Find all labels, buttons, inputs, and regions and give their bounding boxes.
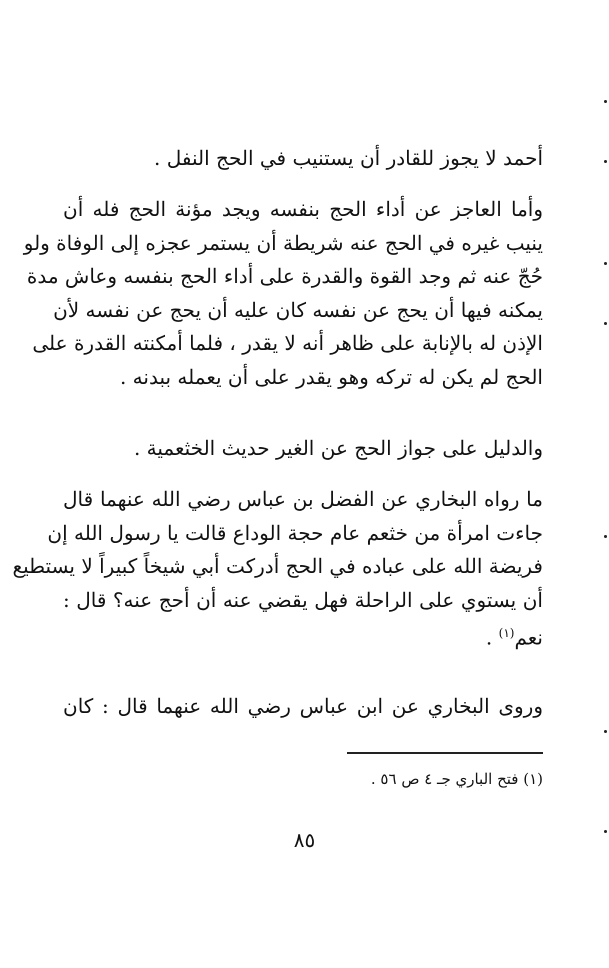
page-number: ٨٥: [293, 828, 316, 852]
text-line: أحمد لا يجوز للقادر أن يستنيب في الحج النفل .: [154, 146, 543, 170]
text-line: [63, 617, 543, 655]
text-line: الحج لم يكن له تركه وهو يقدر على أن يعمله ببدنه .: [119, 364, 543, 389]
text-line: وأما العاجز عن أداء الحج بنفسه ويجد مؤنة الحج فله أن: [63, 197, 543, 221]
text-line: فريضة الله على عباده في الحج أدركت أبي شيخاً كبيراً لا يستطيع: [12, 554, 543, 578]
text-line: ينيب غيره في الحج عنه شريطة أن يستمر عجزه إلى الوفاة ولو: [23, 230, 543, 255]
scan-speck: [604, 100, 607, 103]
scan-speck: [604, 730, 607, 733]
scan-speck: [604, 160, 607, 163]
text-line: الإذن له بالإنابة على ظاهر أنه لا يقدر ، فلما أمكنته القدرة على: [32, 331, 543, 355]
paragraph-hajj-nafl: [63, 142, 543, 176]
paragraph-ibn-abbas: [63, 690, 543, 724]
paragraph-hadith-khathamiyya: [12, 483, 543, 655]
footnote-reference: (١): [498, 626, 515, 640]
text-line: والدليل على جواز الحج عن الغير حديث الخثعمية .: [133, 436, 543, 460]
text-line: وروى البخاري عن ابن عباس رضي الله عنهما قال : كان: [63, 694, 543, 718]
scan-speck: [604, 535, 607, 538]
text-line: حُجّ عنه ثم وجد القوة والقدرة على أداء الحج بنفسه وعاش مدة: [26, 264, 543, 288]
text-line: أن يستوي على الراحلة فهل يقضي عنه أن أحج عنه؟ قال :: [63, 587, 543, 612]
text-line: ما رواه البخاري عن الفضل بن عباس رضي الله عنهما قال: [63, 487, 543, 511]
paragraph-evidence: [63, 432, 543, 466]
sentence-end: .: [485, 625, 499, 650]
scan-speck: [604, 322, 607, 325]
scan-speck: [604, 262, 607, 265]
footnote: (١) فتح الباري جـ ٤ ص ٥٦ .: [370, 770, 543, 788]
footnote-separator: [347, 752, 543, 754]
paragraph-incapable-person: [23, 193, 543, 394]
text-line: يمكنه فيها أن يحج عن نفسه كان عليه أن يحج عن نفسه لأن: [53, 297, 543, 322]
answer-word: نعم: [514, 625, 543, 650]
text-line: جاءت امرأة من خثعم عام حجة الوداع قالت يا رسول الله إن: [47, 520, 543, 545]
scan-speck: [604, 830, 607, 833]
